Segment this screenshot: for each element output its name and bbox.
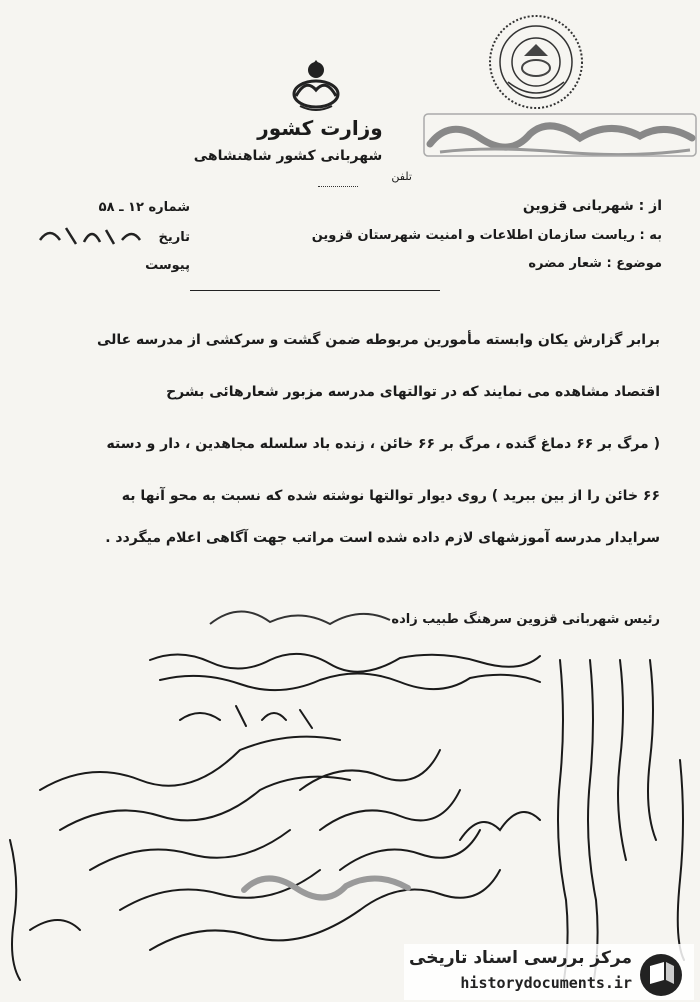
ministry-subtitle: شهربانی کشور شاهنشاهی	[193, 148, 383, 164]
body-line-1: برابر گزارش یکان وابسته مأمورین مربوطه ضمن گشت و سرکشی از مدرسه عالی	[96, 332, 660, 348]
watermark-title: مرکز بررسی اسناد تاریخی	[409, 948, 632, 968]
body-line-2: اقتصاد مشاهده می نمایند که در توالتهای مدرسه مزبور شعارهائی بشرح	[166, 384, 660, 400]
archive-logo-icon	[638, 952, 684, 998]
header-separator	[190, 290, 440, 291]
letter-date-label: تاریخ	[158, 230, 190, 245]
classification-stamp-bottom	[236, 860, 416, 910]
body-line-5: سرایدار مدرسه آموزشهای لازم داده شده است مراتب جهت آگاهی اعلام میگردد .	[105, 530, 660, 546]
body-line-3: ( مرگ بر ۶۶ دماغ گنده ، مرگ بر ۶۶ خائن ، زنده باد سلسله مجاهدین ، دار و دسته	[106, 436, 660, 452]
phone-dotted-line	[318, 186, 358, 187]
subject-field: موضوع : شعار مضره	[528, 256, 662, 271]
attachment-label: پیوست	[145, 258, 190, 273]
watermark-url: historydocuments.ir	[460, 974, 632, 992]
handwritten-date	[36, 222, 146, 250]
body-line-4: ۶۶ خائن را از بین ببرید ) روی دیوار توالتها نوشته شده که نسبت به محو آنها به	[121, 488, 660, 504]
lion-and-sun-emblem-icon	[286, 56, 346, 114]
signature-block: رئیس شهربانی قزوین سرهنگ طبیب زاده	[391, 612, 660, 627]
classification-stamp-top	[420, 108, 700, 160]
ministry-title: وزارت کشور	[257, 116, 383, 140]
phone-label: تلفن	[391, 170, 412, 183]
official-seal-icon	[486, 12, 586, 112]
from-field: از : شهربانی قزوین	[522, 198, 662, 214]
to-field: به : ریاست سازمان اطلاعات و امنیت شهرستان قزوین	[311, 228, 662, 243]
letter-number: شماره ۱۲ ـ ۵۸	[98, 200, 190, 215]
